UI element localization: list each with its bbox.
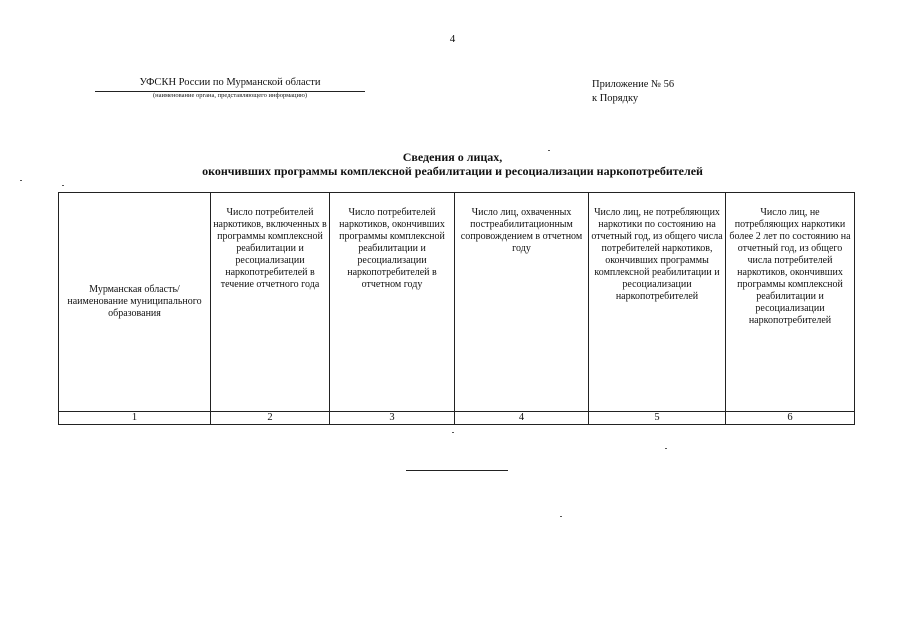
scan-speck (548, 150, 550, 151)
column-header-4: Число лиц, охваченных постреабилитационным сопровождением в отчетном году (455, 193, 589, 412)
document-title-line1: Сведения о лицах, (402, 150, 503, 164)
column-number-6: 6 (726, 412, 855, 425)
column-header-1: Мурманская область/ наименование муниципального образования (59, 193, 211, 412)
page-number: 4 (449, 33, 456, 45)
appendix-subtitle: к Порядку (592, 93, 639, 104)
column-header-2: Число потребителей наркотиков, включенных в программы комплексной реабилитации и ресоциализации наркопотребителей в течение отчетного года (211, 193, 330, 412)
column-number-4: 4 (455, 412, 589, 425)
column-header-5: Число лиц, не потребляющих наркотики по состоянию на отчетный год, из общего числа потребителей наркотиков, окончивших программы комплексной реабилитации и ресоциализации наркопотребителей (589, 193, 726, 412)
scan-speck (62, 185, 64, 186)
table-header-row (59, 193, 855, 412)
column-number-3: 3 (330, 412, 455, 425)
document-title-line2: окончивших программы комплексной реабилитации и ресоциализации наркопотребителей (202, 164, 703, 178)
column-number-2: 2 (211, 412, 330, 425)
column-header-3: Число потребителей наркотиков, окончивших программы комплексной реабилитации и ресоциализации наркопотребителей в отчетном году (330, 193, 455, 412)
appendix-title: Приложение № 56 (592, 79, 675, 90)
info-table (58, 192, 855, 425)
scan-speck (452, 432, 454, 433)
separator-line (406, 470, 508, 471)
column-header-6: Число лиц, не потребляющих наркотики более 2 лет по состоянию на отчетный год, из общего числа потребителей наркотиков, окончивших программы комплексной реабилитации и ресоциализации наркопотребителей (726, 193, 855, 412)
scan-speck (20, 180, 22, 181)
org-name: УФСКН России по Мурманской области (139, 77, 321, 88)
org-caption: (наименование органа, представляющего информацию) (152, 92, 308, 99)
column-number-1: 1 (59, 412, 211, 425)
column-number-row (59, 412, 855, 425)
column-number-5: 5 (589, 412, 726, 425)
scan-speck (665, 448, 667, 449)
scan-speck (560, 516, 562, 517)
